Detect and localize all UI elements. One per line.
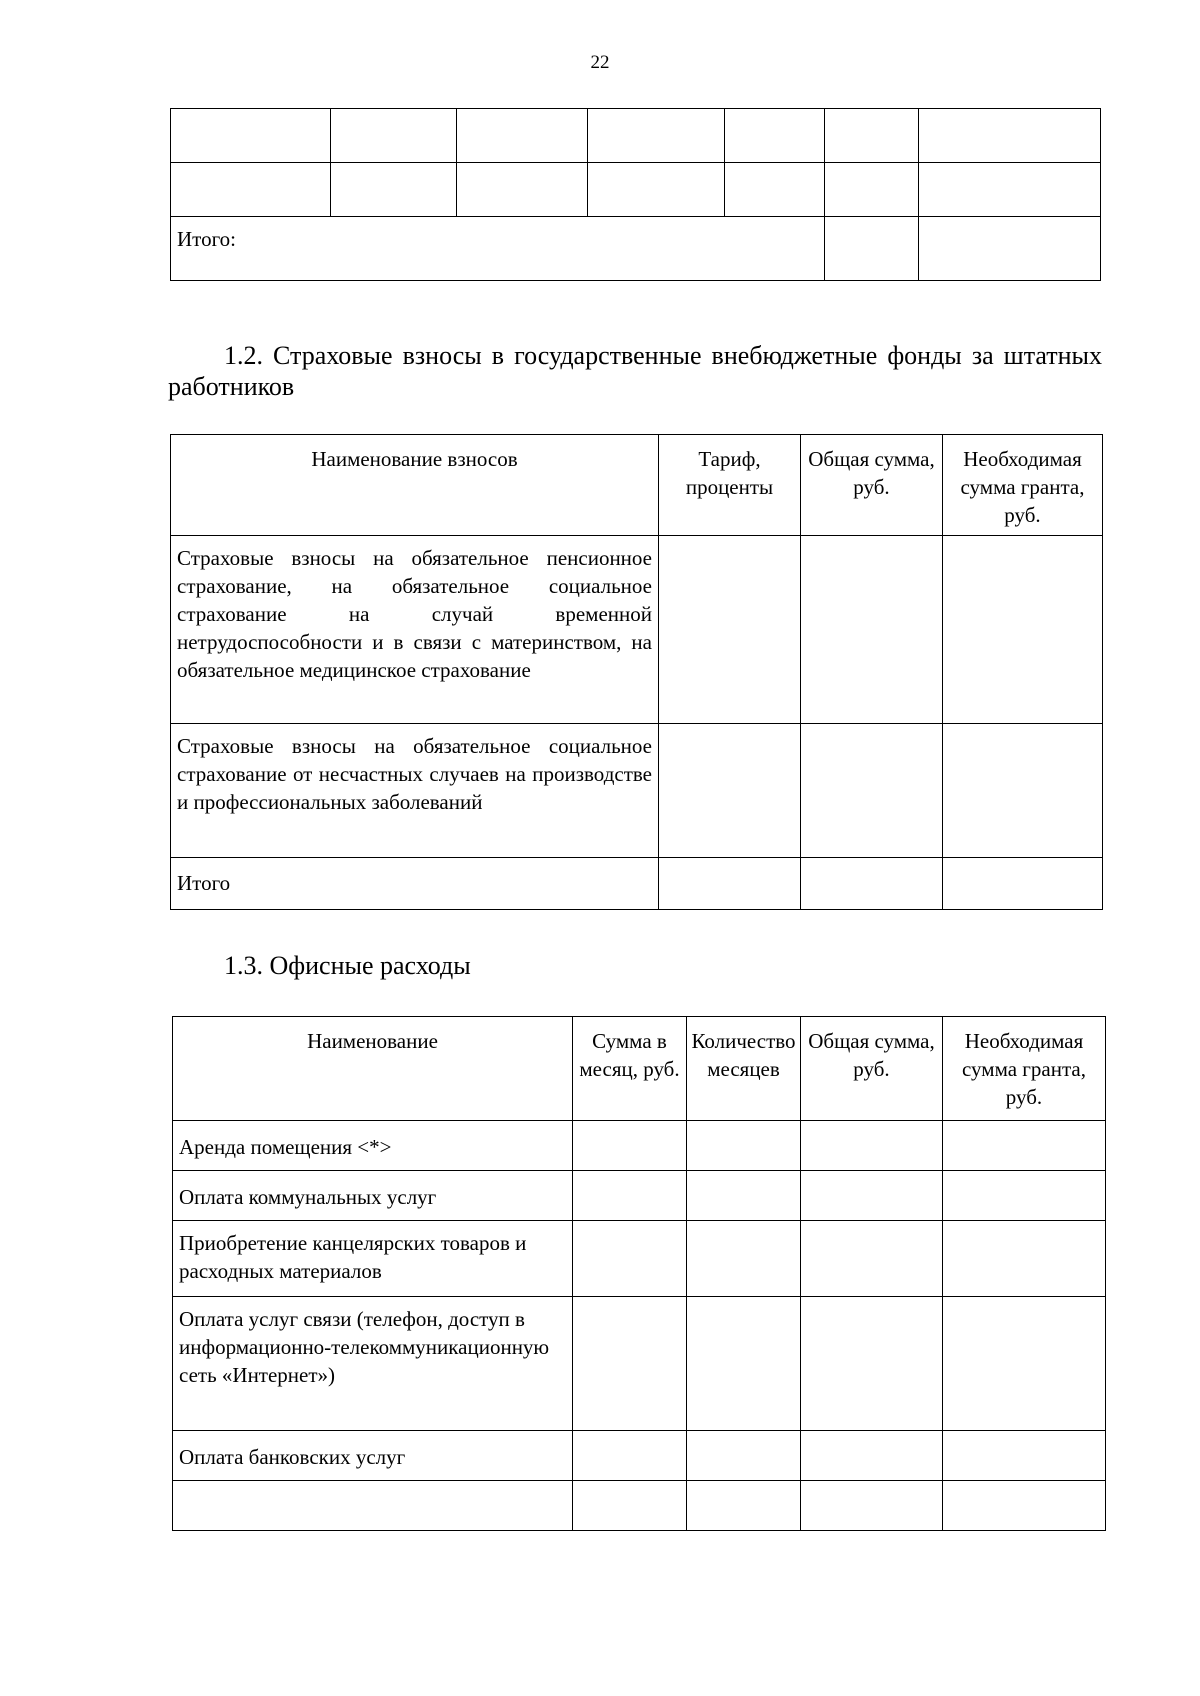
table-row — [173, 1171, 1106, 1221]
row-label — [173, 1481, 573, 1531]
table-cell[interactable] — [687, 1121, 801, 1171]
header-grant-sum: Необходимая сумма гранта, руб. — [943, 1017, 1106, 1121]
total-label: Итого: — [171, 217, 825, 281]
table-cell[interactable] — [659, 858, 801, 910]
row-label: Оплата банковских услуг — [173, 1431, 573, 1481]
table-row — [171, 109, 1101, 163]
table-cell[interactable] — [171, 109, 331, 163]
row-label: Оплата услуг связи (телефон, доступ в информационно-телекоммуникационную сеть «Интернет») — [173, 1297, 573, 1431]
table-cell[interactable] — [171, 163, 331, 217]
table-cell[interactable] — [725, 163, 825, 217]
table-row — [171, 163, 1101, 217]
table-cell[interactable] — [331, 163, 457, 217]
table-cell[interactable] — [943, 1431, 1106, 1481]
table-cell[interactable] — [825, 163, 919, 217]
table-cell[interactable] — [801, 724, 943, 858]
table-cell[interactable] — [687, 1481, 801, 1531]
table-cell[interactable] — [725, 109, 825, 163]
total-label: Итого — [171, 858, 659, 910]
page-number: 22 — [590, 52, 610, 73]
table-cell[interactable] — [943, 724, 1103, 858]
table-cell[interactable] — [801, 1297, 943, 1431]
table-cell[interactable] — [573, 1431, 687, 1481]
table-cell[interactable] — [825, 109, 919, 163]
table-cell[interactable] — [919, 163, 1101, 217]
table-cell[interactable] — [687, 1171, 801, 1221]
expenses-table-continued — [170, 108, 1101, 281]
table-cell[interactable] — [919, 109, 1101, 163]
table-cell[interactable] — [919, 217, 1101, 281]
table-cell[interactable] — [573, 1481, 687, 1531]
header-per-month: Сумма в месяц, руб. — [573, 1017, 687, 1121]
table-row — [173, 1121, 1106, 1171]
header-total-sum: Общая сумма, руб. — [801, 1017, 943, 1121]
table-cell[interactable] — [801, 536, 943, 724]
row-label: Приобретение канцелярских товаров и расходных материалов — [173, 1221, 573, 1297]
total-row — [171, 858, 1103, 910]
table-row — [171, 724, 1103, 858]
header-tariff: Тариф, проценты — [659, 435, 801, 536]
office-expenses-table — [172, 1016, 1106, 1531]
table-row — [173, 1297, 1106, 1431]
table-cell[interactable] — [943, 536, 1103, 724]
row-label: Оплата коммунальных услуг — [173, 1171, 573, 1221]
row-label: Аренда помещения <*> — [173, 1121, 573, 1171]
table-cell[interactable] — [943, 1221, 1106, 1297]
header-grant-sum: Необходимая сумма гранта, руб. — [943, 435, 1103, 536]
table-cell[interactable] — [573, 1297, 687, 1431]
table-row — [173, 1431, 1106, 1481]
table-row — [171, 536, 1103, 724]
table-cell[interactable] — [687, 1221, 801, 1297]
row-label: Страховые взносы на обязательное социальное страхование от несчастных случаев на производстве и профессиональных заболеваний — [171, 724, 659, 858]
table-cell[interactable] — [801, 1221, 943, 1297]
table-row — [173, 1221, 1106, 1297]
table-cell[interactable] — [801, 1171, 943, 1221]
table-cell[interactable] — [801, 1481, 943, 1531]
insurance-contributions-table — [170, 434, 1103, 910]
header-row — [171, 435, 1103, 536]
table-cell[interactable] — [801, 1431, 943, 1481]
table-cell[interactable] — [825, 217, 919, 281]
header-months: Количество месяцев — [687, 1017, 801, 1121]
table-row — [173, 1481, 1106, 1531]
total-row — [171, 217, 1101, 281]
table-cell[interactable] — [687, 1431, 801, 1481]
section-heading-1-3: 1.3. Офисные расходы — [224, 951, 471, 980]
table-cell[interactable] — [573, 1121, 687, 1171]
header-name: Наименование взносов — [171, 435, 659, 536]
table-cell[interactable] — [588, 109, 725, 163]
table-cell[interactable] — [943, 1171, 1106, 1221]
table-cell[interactable] — [588, 163, 725, 217]
header-row — [173, 1017, 1106, 1121]
table-cell[interactable] — [943, 858, 1103, 910]
table-cell[interactable] — [943, 1121, 1106, 1171]
header-total-sum: Общая сумма, руб. — [801, 435, 943, 536]
table-cell[interactable] — [943, 1297, 1106, 1431]
table-cell[interactable] — [457, 109, 588, 163]
table-cell[interactable] — [573, 1171, 687, 1221]
table-cell[interactable] — [573, 1221, 687, 1297]
section-heading-1-2: 1.2. Страховые взносы в государственные внебюджетные фонды за штатных работников — [168, 341, 1102, 401]
table-cell[interactable] — [659, 724, 801, 858]
table-cell[interactable] — [687, 1297, 801, 1431]
table-cell[interactable] — [457, 163, 588, 217]
table-cell[interactable] — [801, 858, 943, 910]
row-label: Страховые взносы на обязательное пенсионное страхование, на обязательное социальное страхование на случай временной нетрудоспособности и в связи с материнством, на обязательное медицинское страхование — [171, 536, 659, 724]
table-cell[interactable] — [331, 109, 457, 163]
header-name: Наименование — [173, 1017, 573, 1121]
table-cell[interactable] — [801, 1121, 943, 1171]
table-cell[interactable] — [659, 536, 801, 724]
table-cell[interactable] — [943, 1481, 1106, 1531]
